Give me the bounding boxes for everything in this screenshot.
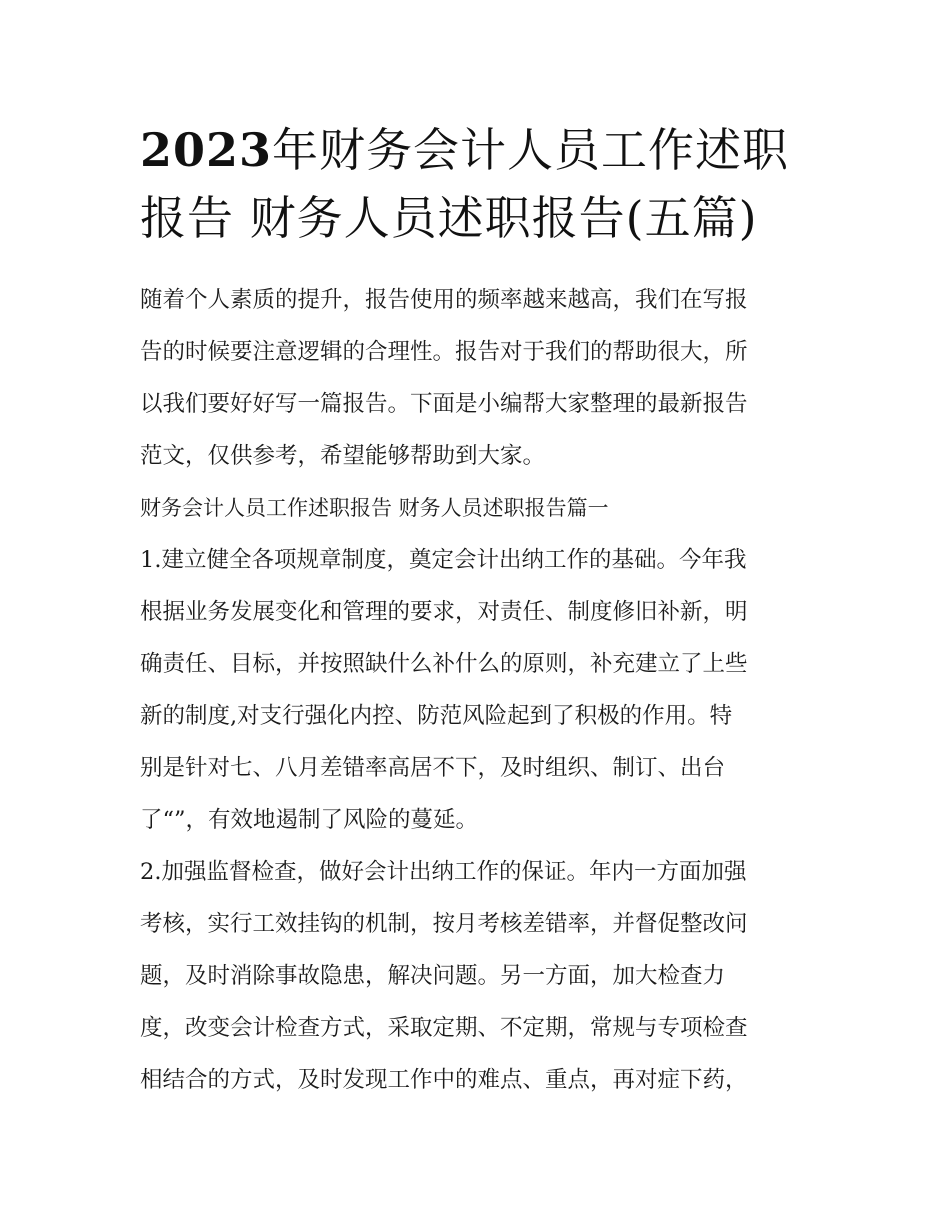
intro-paragraph [140, 274, 815, 482]
item-line: 新的制度,对支行强化内控、防范风险起到了积极的作用。特 [140, 703, 733, 729]
numbered-item-1 [140, 534, 815, 846]
document-title [140, 116, 815, 252]
item-line: 题，及时消除事故隐患，解决问题。另一方面，加大检查力 [140, 963, 726, 989]
item-line: 考核，实行工效挂钩的机制，按月考核差错率，并督促整改问 [140, 911, 748, 937]
item-line: 了“”，有效地遏制了风险的蔓延。 [140, 807, 479, 833]
title-line-2: 报告 财务人员述职报告(五篇) [140, 191, 758, 245]
title-year: 2023 [140, 123, 273, 177]
item-line: 确责任、目标，并按照缺什么补什么的原则，补充建立了上些 [140, 651, 748, 677]
intro-line: 以我们要好好写一篇报告。下面是小编帮大家整理的最新报告 [140, 391, 748, 417]
intro-line: 范文，仅供参考，希望能够帮助到大家。 [140, 443, 546, 469]
title-line-1 [140, 116, 815, 184]
section-heading: 财务会计人员工作述职报告 财务人员述职报告篇一 [140, 496, 609, 520]
item-line: 度，改变会计检查方式，采取定期、不定期，常规与专项检查 [140, 1015, 748, 1041]
item-line: 相结合的方式，及时发现工作中的难点、重点，再对症下药， [140, 1067, 748, 1093]
numbered-item-2 [140, 846, 815, 1106]
item-line: 别是针对七、八月差错率高居不下，及时组织、制订、出台 [140, 755, 726, 781]
document-body [140, 116, 815, 1106]
title-line-1-text: 年财务会计人员工作述职 [272, 123, 790, 177]
item-line: 1.建立健全各项规章制度，奠定会计出纳工作的基础。今年我 [140, 547, 747, 573]
item-line: 根据业务发展变化和管理的要求，对责任、制度修旧补新，明 [140, 599, 748, 625]
item-line: 2.加强监督检查，做好会计出纳工作的保证。年内一方面加强 [140, 859, 747, 885]
intro-line: 告的时候要注意逻辑的合理性。报告对于我们的帮助很大，所 [140, 339, 748, 365]
intro-line: 随着个人素质的提升，报告使用的频率越来越高，我们在写报 [140, 287, 748, 313]
